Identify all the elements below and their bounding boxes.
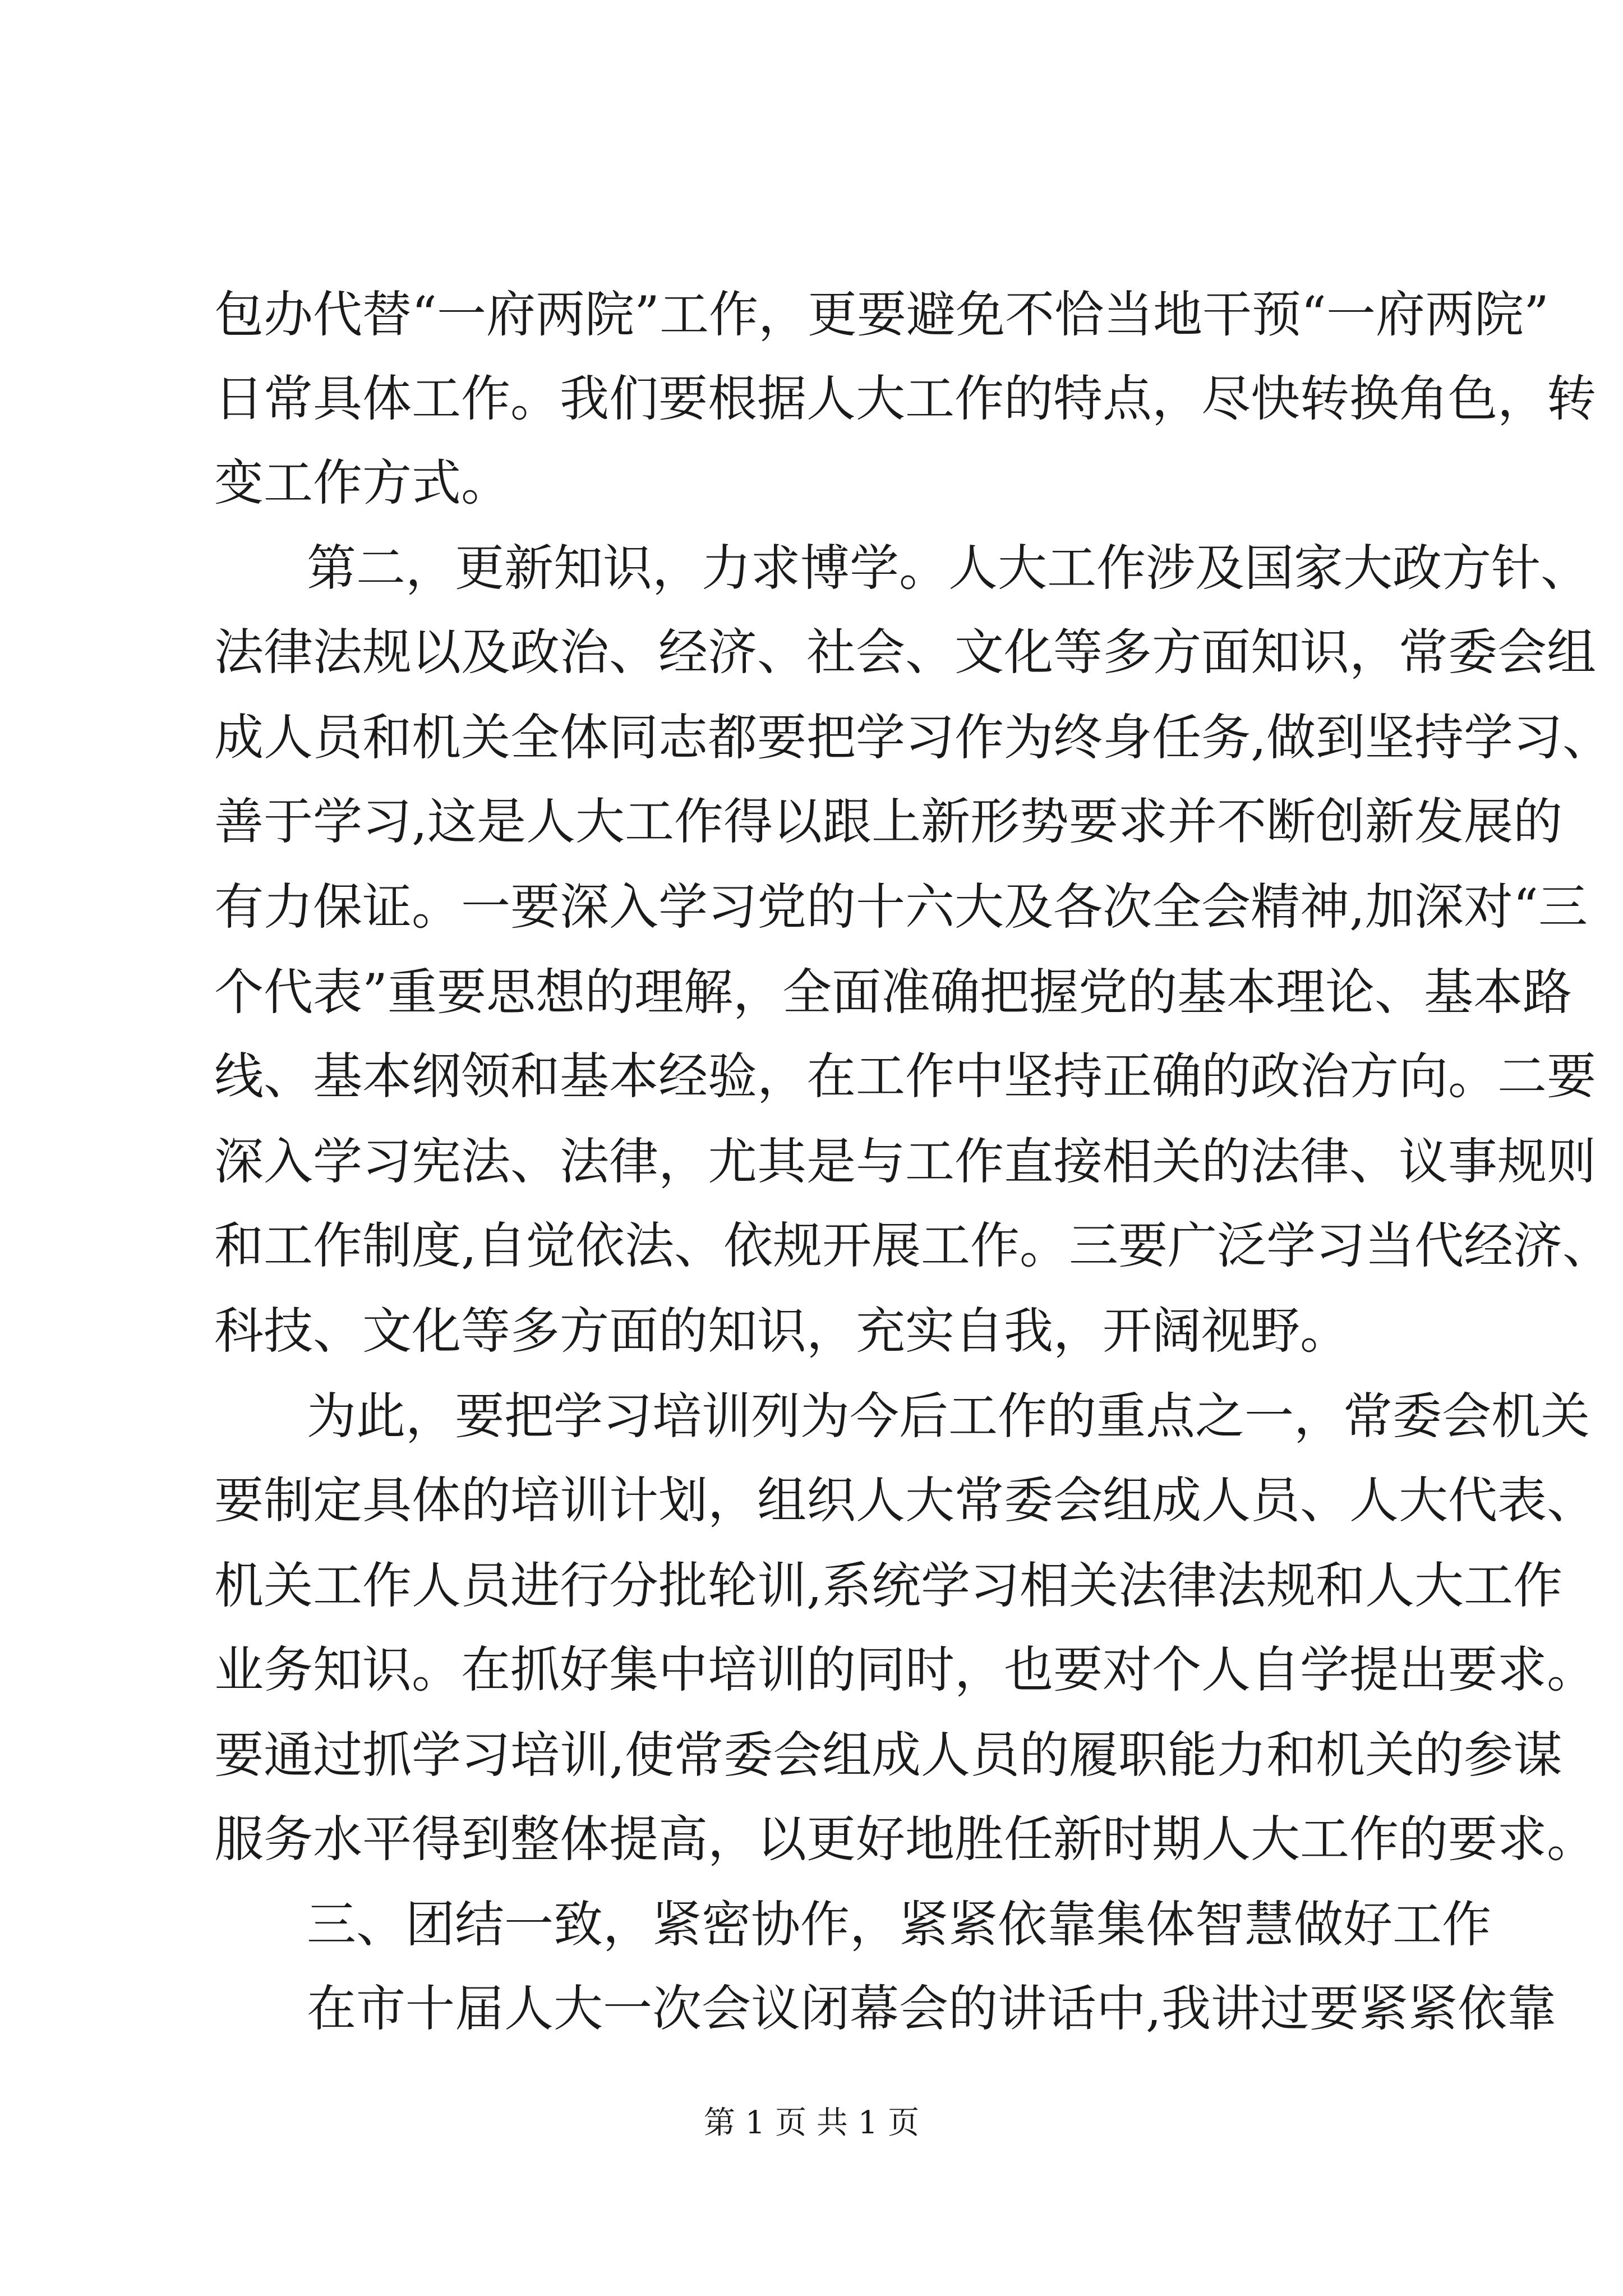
body-text-line: 日常具体工作。我们要根据人大工作的特点，尽快转换角色，转 <box>214 370 1597 427</box>
body-text-line: 要制定具体的培训计划，组织人大常委会组成人员、人大代表、 <box>214 1471 1597 1529</box>
body-text-line: 科技、文化等多方面的知识，充实自我，开阔视野。 <box>214 1302 1350 1360</box>
body-text-line: 包办代替“一府两院”工作，更要避免不恰当地干预“一府两院” <box>214 286 1549 343</box>
body-text-line: 第二，更新知识，力求博学。人大工作涉及国家大政方针、 <box>307 539 1590 597</box>
body-text-line: 和工作制度,自觉依法、依规开展工作。三要广泛学习当代经济、 <box>214 1217 1612 1274</box>
body-text-line: 变工作方式。 <box>214 454 511 512</box>
body-text-line: 在市十届人大一次会议闭幕会的讲话中,我讲过要紧紧依靠 <box>307 1980 1556 2037</box>
body-text-line: 机关工作人员进行分批轮训,系统学习相关法律法规和人大工作 <box>214 1557 1562 1614</box>
body-text-line: 深入学习宪法、法律，尤其是与工作直接相关的法律、议事规则 <box>214 1133 1597 1190</box>
body-text-line: 个代表”重要思想的理解，全面准确把握党的基本理论、基本路 <box>214 963 1572 1021</box>
section-heading: 三、团结一致，紧密协作，紧紧依靠集体智慧做好工作 <box>307 1895 1492 1953</box>
body-text-line: 为此，要把学习培训列为今后工作的重点之一，常委会机关 <box>307 1387 1590 1445</box>
body-text-line: 要通过抓学习培训,使常委会组成人员的履职能力和机关的参谋 <box>214 1726 1562 1784</box>
page-number-footer: 第 1 页 共 1 页 <box>703 2105 920 2141</box>
body-text-line: 成人员和机关全体同志都要把学习作为终身任务,做到坚持学习、 <box>214 708 1612 766</box>
body-text-line: 服务水平得到整体提高，以更好地胜任新时期人大工作的要求。 <box>214 1810 1597 1868</box>
body-text-line: 线、基本纲领和基本经验，在工作中坚持正确的政治方向。二要 <box>214 1047 1597 1105</box>
body-text-line: 法律法规以及政治、经济、社会、文化等多方面知识，常委会组 <box>214 623 1597 681</box>
body-text-line: 有力保证。一要深入学习党的十六大及各次全会精神,加深对“三 <box>214 878 1588 936</box>
body-text-line: 善于学习,这是人大工作得以跟上新形势要求并不断创新发展的 <box>214 793 1562 850</box>
body-text-line: 业务知识。在抓好集中培训的同时，也要对个人自学提出要求。 <box>214 1641 1597 1699</box>
